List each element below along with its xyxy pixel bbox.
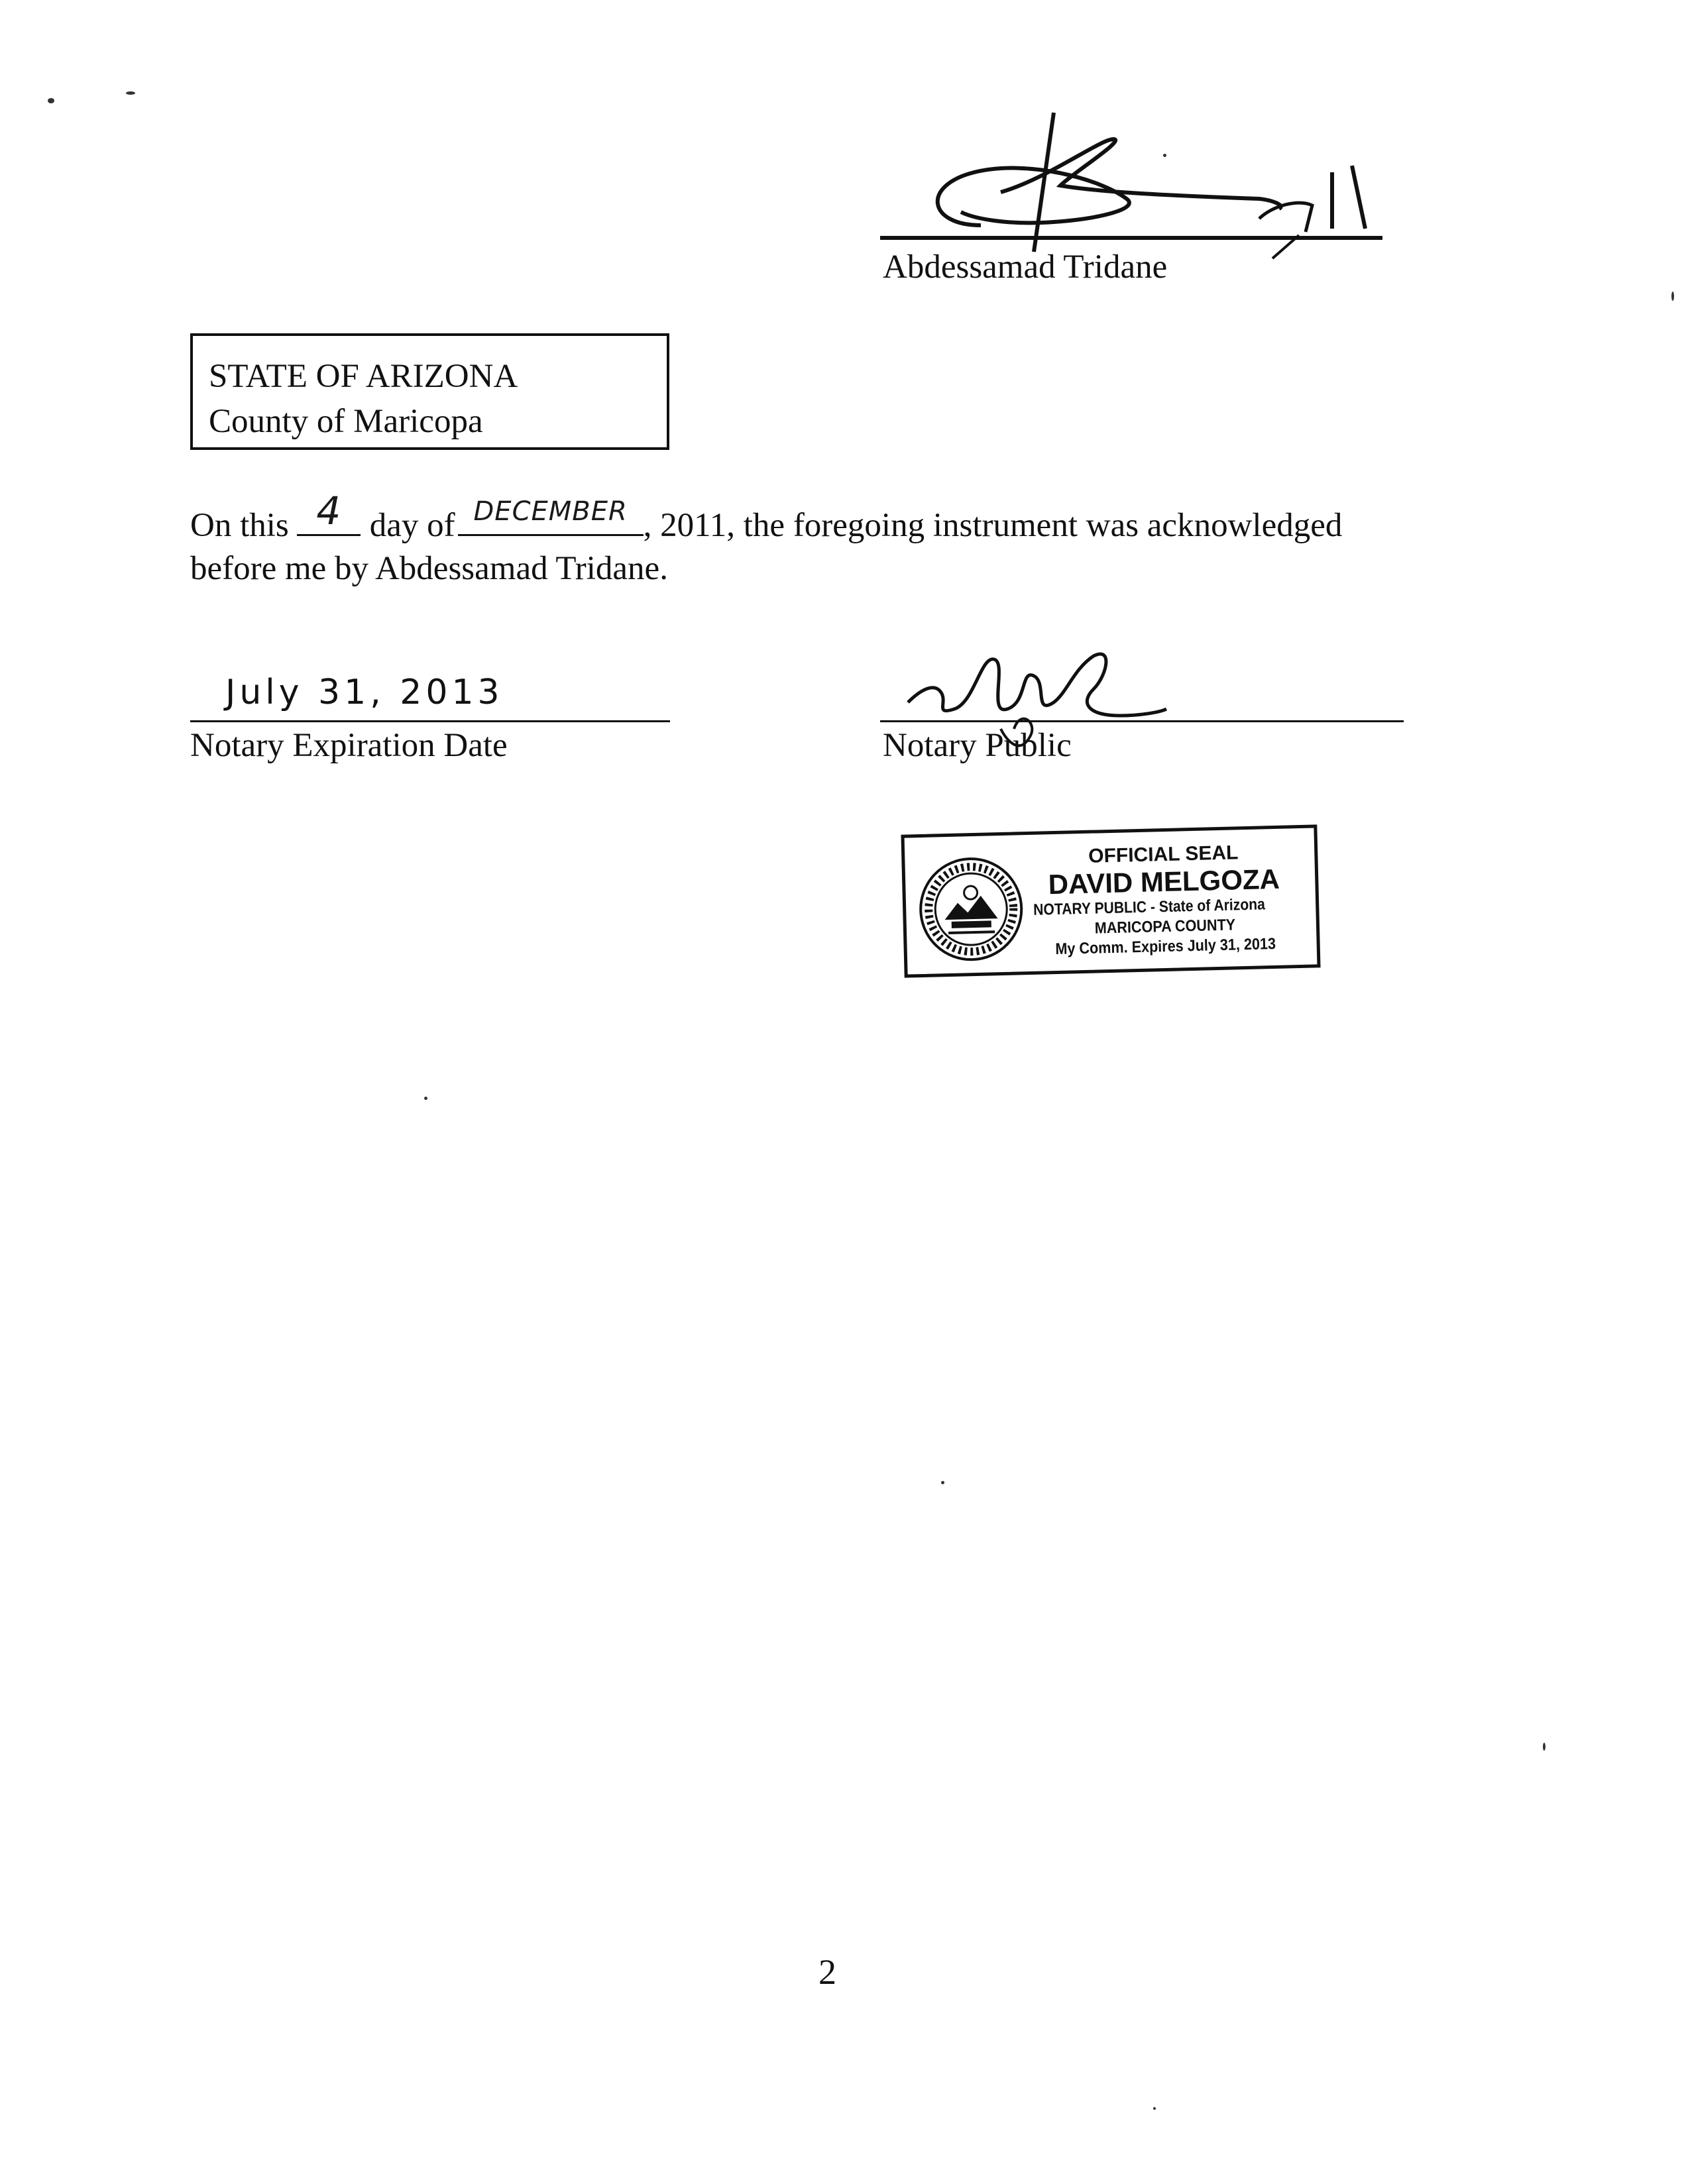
acknowledgment-line-1 bbox=[190, 488, 1343, 544]
handwritten-expiration-date: July 31, 2013 bbox=[225, 673, 504, 712]
scan-speck bbox=[126, 91, 135, 95]
state-seal-emblem bbox=[917, 855, 1025, 963]
scan-speck bbox=[1543, 1743, 1546, 1751]
signer-signature bbox=[901, 99, 1405, 265]
scan-speck bbox=[1163, 154, 1166, 157]
acknowledgment-line-2: before me by Abdessamad Tridane. bbox=[190, 550, 668, 587]
seal-notary-name: DAVID MELGOZA bbox=[1048, 863, 1280, 901]
signer-name: Abdessamad Tridane bbox=[883, 248, 1168, 286]
seal-commission-expiry: My Comm. Expires July 31, 2013 bbox=[1055, 934, 1276, 959]
scan-speck bbox=[1153, 2107, 1156, 2110]
handwritten-day: 4 bbox=[316, 488, 341, 533]
scan-speck bbox=[424, 1097, 427, 1100]
ack-prefix: On this bbox=[190, 507, 289, 544]
handwritten-month: DECEMBER bbox=[473, 496, 628, 527]
expiration-date-label: Notary Expiration Date bbox=[190, 727, 508, 764]
seal-office: NOTARY PUBLIC - State of Arizona bbox=[1033, 895, 1266, 919]
scan-speck bbox=[941, 1481, 944, 1484]
ack-day-of: day of bbox=[369, 507, 455, 544]
venue-state: STATE OF ARIZONA bbox=[209, 358, 518, 395]
scan-speck bbox=[48, 98, 54, 103]
month-blank bbox=[458, 496, 644, 536]
expiration-date-line bbox=[190, 720, 670, 722]
page-number: 2 bbox=[818, 1952, 836, 1992]
notary-seal-stamp bbox=[901, 824, 1320, 977]
scan-speck bbox=[1671, 292, 1674, 301]
day-blank bbox=[297, 488, 361, 536]
seal-county: MARICOPA COUNTY bbox=[1094, 916, 1236, 938]
notary-public-label: Notary Public bbox=[883, 727, 1072, 764]
venue-county: County of Maricopa bbox=[209, 403, 483, 440]
signer-signature-line bbox=[880, 236, 1382, 240]
notary-signature-line bbox=[880, 720, 1404, 722]
venue-box bbox=[190, 333, 669, 450]
seal-title: OFFICIAL SEAL bbox=[1088, 842, 1239, 867]
ack-suffix: , 2011, the foregoing instrument was acknowledged bbox=[643, 507, 1343, 544]
